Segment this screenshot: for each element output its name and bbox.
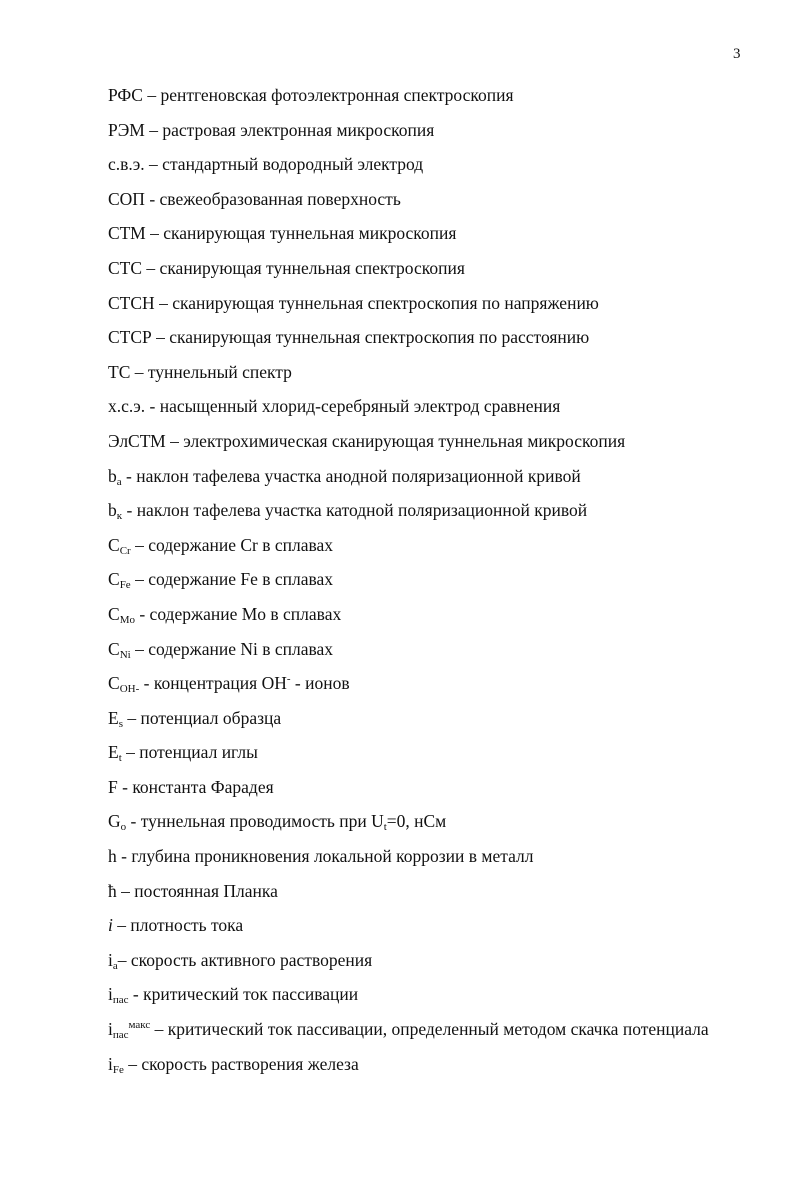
entry-term: E — [108, 707, 119, 728]
glossary-entry — [108, 770, 748, 805]
entry-term: C — [108, 569, 120, 590]
glossary-entry — [108, 977, 748, 1012]
entry-term: i — [108, 915, 113, 936]
entry-separator: – — [122, 707, 141, 728]
entry-term: G — [108, 811, 121, 832]
entry-definition: свежеобразованная поверхность — [159, 188, 401, 209]
entry-term: C — [108, 638, 120, 659]
entry-term: ТС — [108, 361, 131, 382]
entry-term-subscript: o — [120, 821, 127, 834]
entry-definition: сканирующая туннельная спектроскопия — [159, 257, 465, 278]
glossary-entry — [108, 113, 748, 148]
entry-separator: - — [117, 776, 133, 797]
entry-term-subscript: Ni — [119, 648, 131, 661]
glossary-entry — [108, 459, 748, 494]
entry-separator: - — [134, 603, 150, 624]
entry-definition: электрохимическая сканирующая туннельная микроскопия — [183, 430, 626, 451]
entry-term: х.с.э. — [108, 396, 146, 417]
entry-definition: скорость растворения железа — [141, 1053, 359, 1074]
glossary-entry — [108, 424, 748, 459]
entry-separator: – — [151, 327, 170, 348]
glossary-entry — [108, 147, 748, 182]
entry-term-subscript: OH- — [119, 683, 140, 696]
entry-definition: скорость активного растворения — [130, 949, 373, 970]
glossary-entry — [108, 874, 748, 909]
entry-separator: – — [144, 154, 163, 175]
glossary-entry — [108, 216, 748, 251]
entry-term: E — [108, 742, 119, 763]
abbreviation-list — [108, 78, 748, 1081]
glossary-entry — [108, 493, 748, 528]
entry-term-subscript: a — [116, 475, 122, 488]
entry-separator: – — [121, 742, 140, 763]
entry-separator: - — [116, 846, 132, 867]
entry-separator: – — [130, 361, 148, 382]
entry-term: C — [108, 603, 120, 624]
entry-term: СТМ — [108, 223, 146, 244]
entry-term-subscript: пас — [112, 994, 129, 1007]
entry-separator: – — [142, 85, 161, 105]
entry-separator: – — [130, 569, 149, 590]
entry-term: СТСР — [108, 327, 152, 348]
entry-term-subscript: к — [116, 510, 123, 523]
entry-definition: содержание Fe в сплавах — [148, 569, 334, 590]
glossary-entry — [108, 355, 748, 390]
entry-term: РЭМ — [108, 119, 145, 140]
glossary-entry — [108, 701, 748, 736]
glossary-entry — [108, 666, 748, 701]
entry-definition: сканирующая туннельная спектроскопия по напряжению — [172, 292, 599, 313]
entry-separator: – — [117, 949, 131, 970]
entry-definition: сканирующая туннельная спектроскопия по расстоянию — [169, 327, 590, 348]
entry-definition: постоянная Планка — [134, 880, 278, 901]
entry-definition: наклон тафелева участка катодной поляризационной кривой — [136, 500, 588, 521]
entry-term-subscript: Fe — [112, 1063, 124, 1076]
entry-definition: содержание Ni в сплавах — [148, 638, 334, 659]
definition-subscript: t — [383, 821, 387, 834]
entry-separator: - — [122, 500, 137, 521]
entry-term: C — [108, 534, 120, 555]
entry-separator: – — [154, 292, 173, 313]
entry-separator: – — [145, 223, 164, 244]
entry-term: i — [108, 949, 113, 970]
entry-definition: туннельная проводимость при U — [140, 811, 384, 832]
entry-definition: содержание Mo в сплавах — [149, 603, 342, 624]
entry-definition: потенциал образца — [140, 707, 282, 728]
entry-definition: насыщенный хлорид-серебряный электрод сравнения — [159, 396, 561, 417]
entry-separator: - — [144, 188, 160, 209]
entry-separator: – — [144, 119, 163, 140]
entry-definition-tail: =0, нСм — [386, 811, 447, 832]
entry-definition: критический ток пассивации, определенный методом скачка потенциала — [167, 1019, 709, 1040]
entry-term: СТСН — [108, 292, 155, 313]
glossary-entry — [108, 839, 748, 874]
entry-separator: – — [123, 1053, 142, 1074]
glossary-entry — [108, 735, 748, 770]
entry-definition-tail: - ионов — [290, 673, 350, 694]
glossary-entry — [108, 597, 748, 632]
glossary-entry — [108, 804, 748, 839]
glossary-entry — [108, 908, 748, 943]
entry-separator: - — [145, 396, 160, 417]
page-number: 3 — [733, 46, 741, 62]
glossary-entry — [108, 943, 748, 978]
entry-separator: – — [130, 638, 149, 659]
entry-term: b — [108, 465, 117, 486]
glossary-entry — [108, 251, 748, 286]
entry-term: i — [108, 1019, 113, 1040]
entry-definition: стандартный водородный электрод — [162, 154, 424, 175]
glossary-entry — [108, 1012, 748, 1047]
entry-separator: – — [130, 534, 149, 555]
entry-definition: глубина проникновения локальной коррозии в металл — [131, 846, 534, 867]
entry-term: ħ — [108, 880, 117, 901]
entry-separator: – — [165, 430, 184, 451]
entry-term-superscript: макс — [128, 1019, 151, 1032]
entry-term: ЭлСТМ — [108, 430, 166, 451]
entry-definition: наклон тафелева участка анодной поляризационной кривой — [136, 465, 581, 486]
glossary-entry — [108, 78, 748, 113]
entry-definition: критический ток пассивации — [143, 984, 359, 1005]
entry-definition: содержание Cr в сплавах — [148, 534, 334, 555]
entry-term: СТС — [108, 257, 143, 278]
glossary-entry — [108, 389, 748, 424]
entry-definition: туннельный спектр — [147, 361, 292, 382]
glossary-entry — [108, 528, 748, 563]
entry-separator: – — [150, 1019, 168, 1040]
entry-separator: - — [128, 984, 144, 1005]
entry-term-subscript: a — [112, 959, 118, 972]
entry-separator: - — [126, 811, 141, 832]
entry-definition: концентрация OH — [153, 673, 287, 694]
glossary-entry — [108, 1047, 748, 1082]
glossary-entry — [108, 632, 748, 667]
entry-term: F — [108, 776, 118, 797]
entry-term: h — [108, 846, 117, 867]
glossary-entry — [108, 286, 748, 321]
entry-definition: растровая электронная микроскопия — [162, 119, 435, 140]
entry-definition: плотность тока — [130, 915, 244, 936]
definition-superscript: - — [286, 673, 291, 686]
entry-term: СОП — [108, 188, 145, 209]
entry-term: C — [108, 673, 120, 694]
entry-separator: – — [112, 915, 131, 936]
entry-separator: - — [121, 465, 137, 486]
entry-definition: константа Фарадея — [132, 776, 274, 797]
entry-separator: – — [116, 880, 135, 901]
entry-term: b — [108, 500, 117, 521]
entry-term: i — [108, 1053, 113, 1074]
entry-term-subscript: t — [118, 752, 122, 765]
entry-term-subscript: пас — [112, 1029, 129, 1042]
entry-definition: потенциал иглы — [139, 742, 258, 763]
entry-definition: сканирующая туннельная микроскопия — [163, 223, 457, 244]
entry-definition: рентгеновская фотоэлектронная спектроскопия — [160, 85, 514, 105]
entry-term: РФС — [108, 85, 143, 105]
entry-term-subscript: Cr — [119, 544, 131, 557]
entry-term: i — [108, 984, 113, 1005]
entry-term-subscript: Fe — [119, 579, 131, 592]
entry-term: с.в.э. — [108, 154, 145, 175]
glossary-entry — [108, 320, 748, 355]
entry-term-subscript: s — [118, 717, 123, 730]
glossary-entry — [108, 182, 748, 217]
entry-term-subscript: Mo — [119, 613, 135, 626]
entry-separator: - — [139, 673, 154, 694]
entry-separator: – — [142, 257, 160, 278]
glossary-entry — [108, 562, 748, 597]
